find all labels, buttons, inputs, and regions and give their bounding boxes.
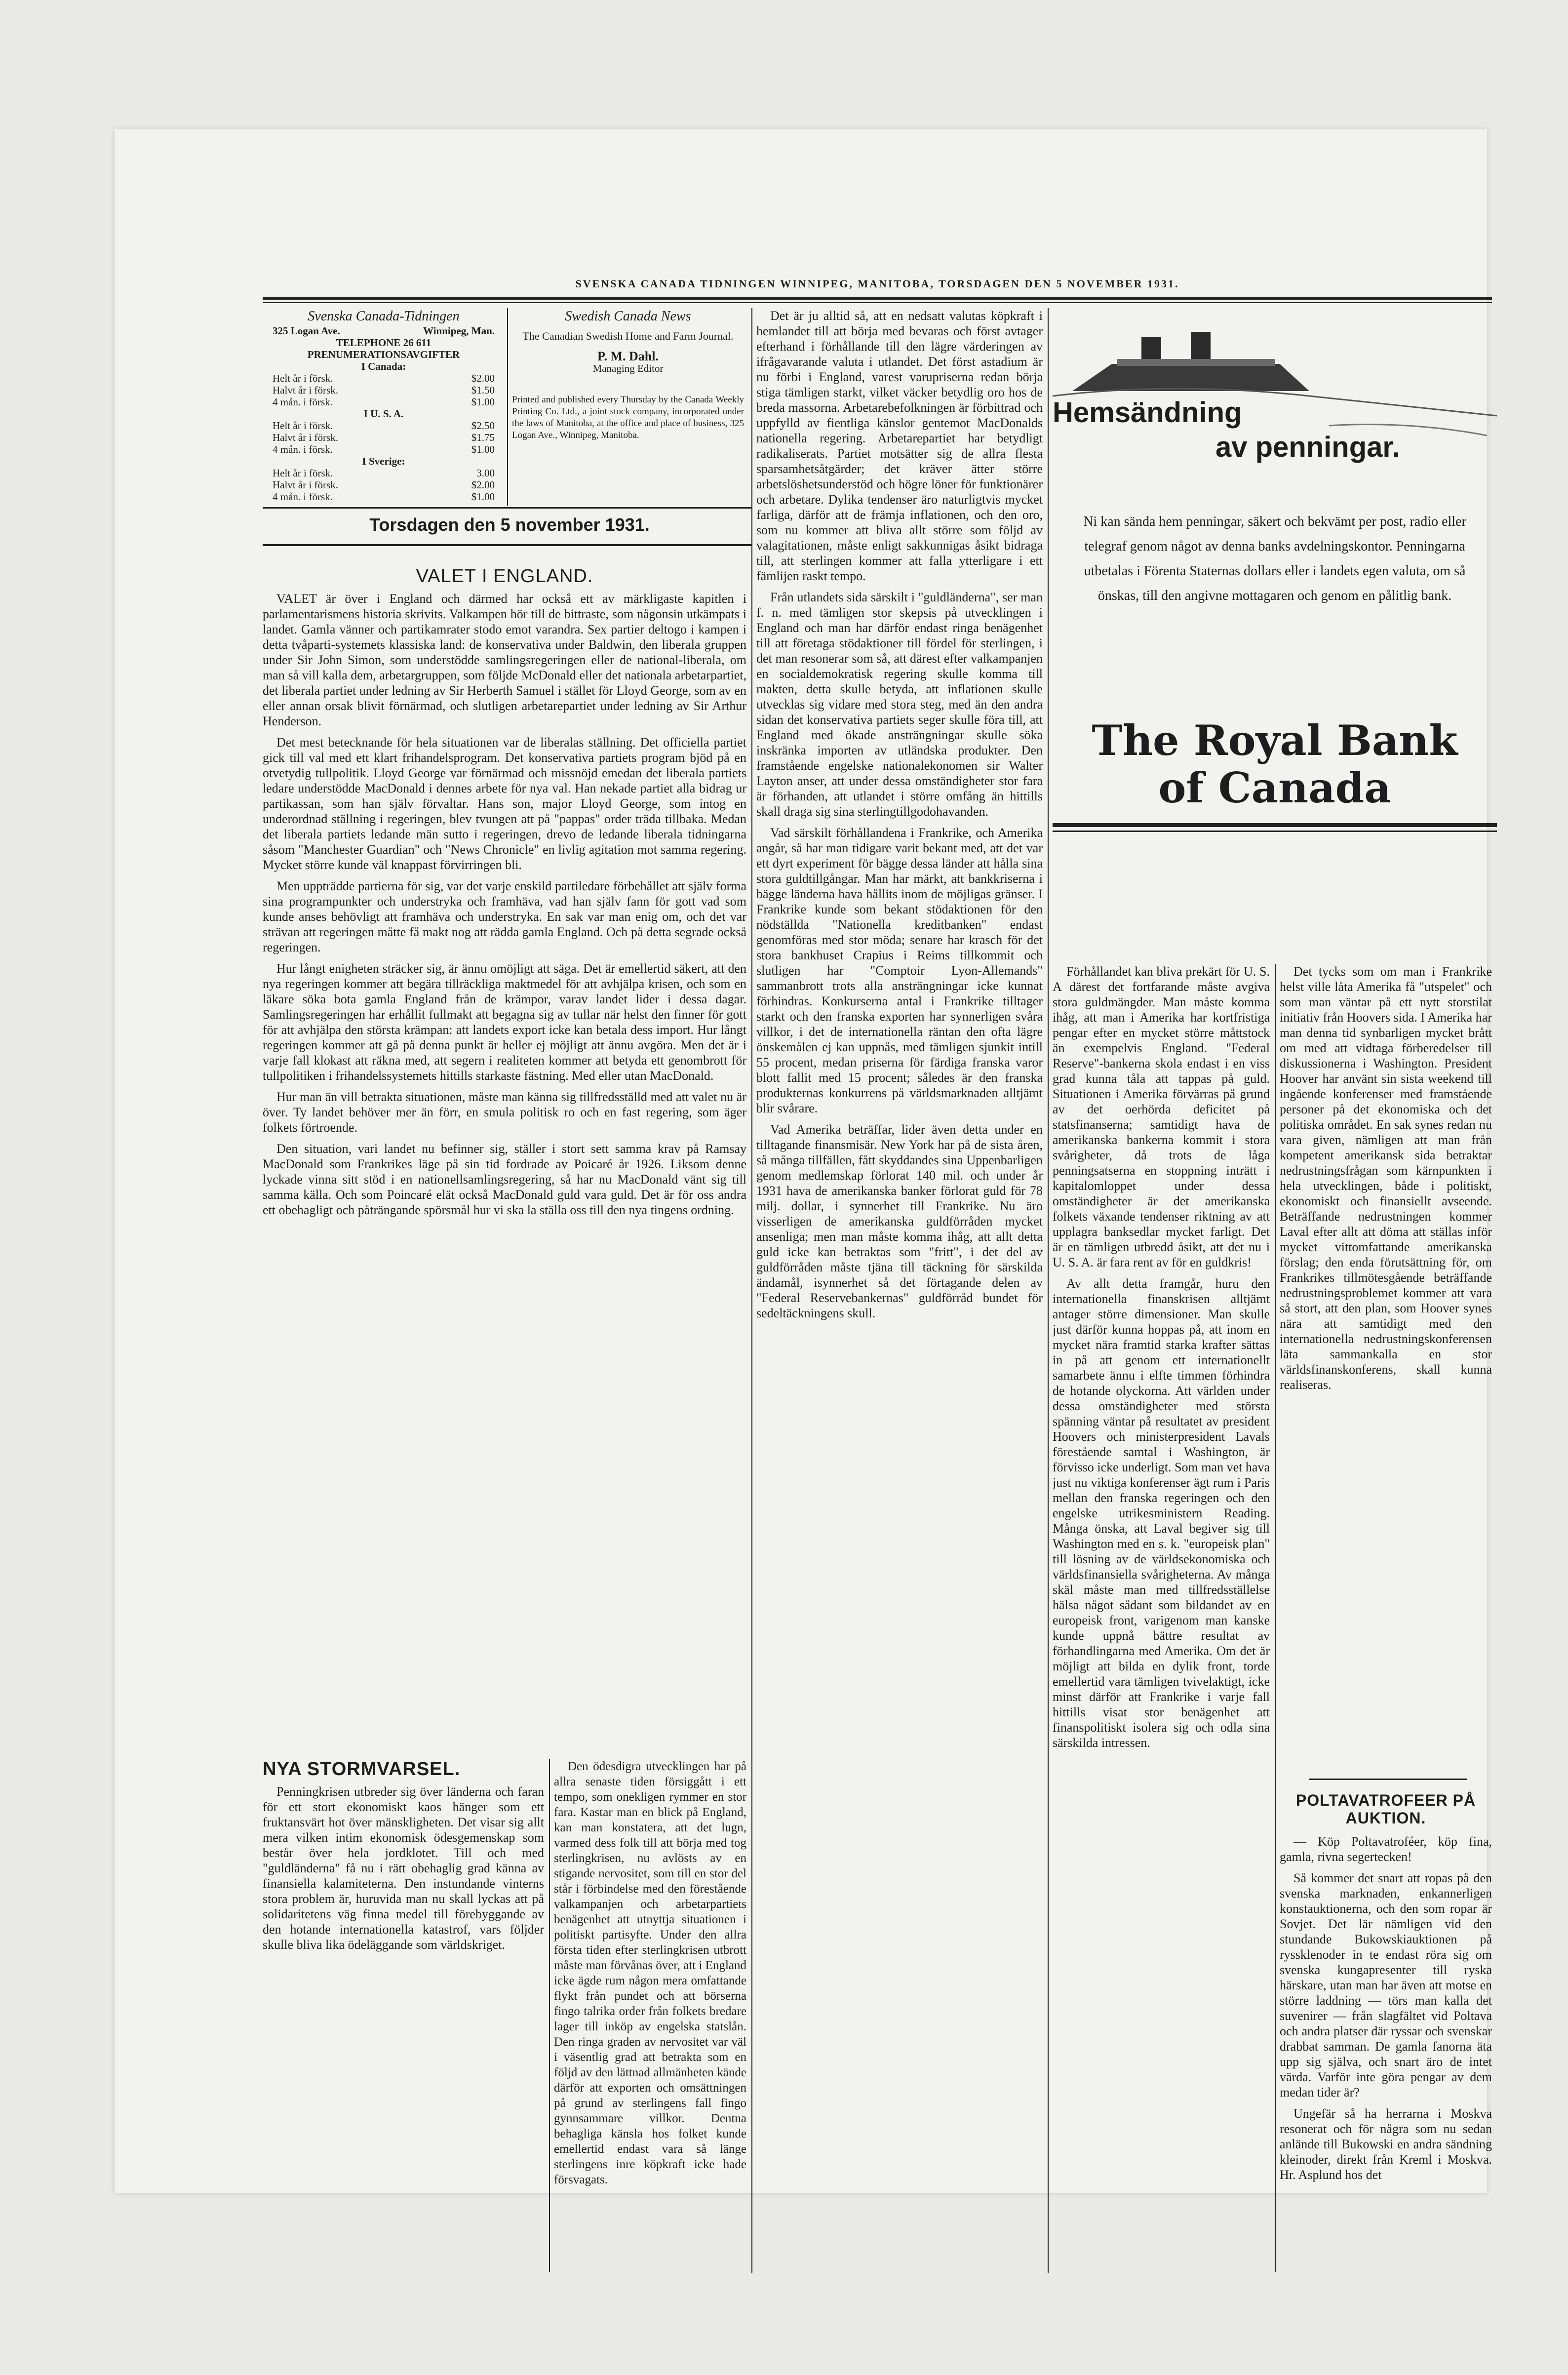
rate-row	[263, 396, 505, 408]
rate-price: $2.50	[471, 420, 495, 432]
paragraph: Penningkrisen utbreder sig över länderna och faran för ett stort ekonomiskt kaos hänger som ett fruktansvärt hot över mänskligheten. Det visar sig allt mera vilken intim ekonomisk ödesgemenskap som består över hela jordklotet. Till och med "guldländerna" få nu i rätt obehaglig grad känna av finansiella kalamiteterna. Den instundande vinterns stora problem är, huruvida man nu skall lyckas att på solidaritetens väg finna medel till förebyggande av den hotande internationella katastrof, vars följder skulle bliva lika ödeläggande som världskriget.	[263, 1784, 544, 1952]
masthead-swedish	[263, 308, 505, 503]
rate-row	[263, 467, 505, 479]
article-valet	[263, 554, 746, 1704]
masthead-rule	[263, 507, 751, 509]
rate-row	[263, 479, 505, 491]
rate-row	[263, 384, 505, 396]
rate-term: 4 mån. i försk.	[273, 396, 333, 408]
paragraph: Av allt detta framgår, huru den internationella finanskrisen alltjämt antager större dimensioner. Man skulle just därför kunna hoppas på, att inom en mycket nära framtid starka krafter sättas in på att genom ett internationellt samarbete ännu i elfte timmen förhindra de hotande olyckorna. Att världen under dessa omständigheter med största spänning väntar på resultatet av president Hoovers och ministerpresident Lavals förestående samtal i Washington, är förvisso icke underligt. Som man vet hava just nu viktiga konferenser ägt rum i Paris mellan den franska regeringen och den engelske utrikesministern Reading. Många önska, att Laval begiver sig till Washington med en s. k. "europeisk plan" till lösning av de världsekonomiska och världsfinansiella svårigheterna. Av många skäl måste man med tillfredsställelse hälsa något sådant som bildandet av en europeisk front, varigenom man kanske kunde uppnå bättre resultat av förhandlingarna med Amerika. Om det är möjligt att bilda en dylik front, torde emellertid vara tämligen tvivelaktigt, icke minst därför att Frankrike i varje fall hittills visat stor benägenhet att finanspolitiskt isolera sig och odla sina särskilda intressen.	[1053, 1276, 1270, 1750]
top-rule-thin	[263, 302, 1492, 303]
paragraph: Hur man än vill betrakta situationen, måste man känna sig tillfredsställd med att valet nu är över. Ty landet behöver mer än förr, en smula politisk ro och en fast regering, som äger folkets förtroende.	[263, 1090, 746, 1135]
rate-region: I Canada:	[361, 360, 406, 372]
ad-rule-thick	[1053, 823, 1497, 827]
paragraph: Men uppträdde partierna för sig, var det varje enskild partiledare förbehållet att själv forma sina programpunkter och understryka och framhäva, vad han själv fann för gott vad som kunde anses behövligt att framhäva och understryka. En sak var man enig om, och det var strävan att regeringen måtte få makt nog att rädda gamla England. Och på detta segrade också regeringen.	[263, 879, 746, 954]
rate-term: Halvt år i försk.	[273, 384, 338, 396]
rate-row	[263, 372, 505, 384]
masthead-city: Winnipeg, Man.	[423, 325, 495, 337]
polt-body	[1280, 1834, 1492, 2182]
paragraph: Från utlandets sida särskilt i "guldländerna", ser man f. n. med tämligen stor skepsis på utvecklingen i England och man har därför endast ringa benägenhet till att företaga stödaktioner till fördel för sterlingen, i det man resonerar som så, att därest efter valkampanjen en socialdemokratisk regering skulle komma till makten, detta skulle betyda, att inflationen skulle utvecklas sig vidare med stora steg, med än den andra sidan det konservativa partiets seger skulle föra till, att England med ökade ansträngningar skulle söka inskränka importen av utländska produkter. Den framstående engelske nationalekonomen sir Walter Layton anser, att under dessa omständigheter stor fara är förhanden, att utlandet i större omfång än hittills skall draga sig sina sterlingtillgodohavanden.	[756, 590, 1043, 819]
masthead-sv-title: Svenska Canada-Tidningen	[308, 309, 460, 324]
rate-price: 3.00	[476, 467, 495, 479]
royal-bank-ad	[1053, 317, 1497, 954]
rate-row	[263, 443, 505, 455]
rate-region: I U. S. A.	[363, 408, 404, 420]
top-rule	[263, 297, 1492, 300]
masthead-phone: TELEPHONE 26 611	[336, 337, 431, 349]
rate-price: $1.75	[471, 432, 495, 443]
rate-term: Halvt år i försk.	[273, 432, 338, 443]
paragraph: Hur långt enigheten sträcker sig, är ännu omöjligt att säga. Det är emellertid säkert, att den nya regeringen kommer att begära tillräckliga maktmedel för att avhjälpa krisen, och som en läkare söka bota gamla England från de krämpor, varav landet lider i dessa dagar. Samlingsregeringen har erhållit fullmakt att begagna sig av tullar när helst den finner för gott för att avhjälpa den största krämpan: att landets export icke kan betala dess import. Hur långt regeringen kommer att gå på denna punkt är heller ej möjligt att ännu avgöra. Men det är i varje fall klokast att räkna med, att segern i realiteten kommer att betyda ett genombrott för tullpolitiken i frihandelssystemets hittills starkaste fästning. Med eller utan MacDonald.	[263, 961, 746, 1083]
masthead-printed-note: Printed and published every Thursday by the Canada Weekly Printing Co. Ltd., a joint stock company, incorporated under the laws of Manitoba, at the office and place of business, 325 Logan Ave., Winnipeg, Manitoba.	[512, 395, 744, 440]
paragraph: Vad Amerika beträffar, lider även detta under en tilltagande finansmisär. New York har på de sista åren, så många tillfällen, fått skyddandes sina Uppenbarligen genom medlemskap förlorat 140 mil. och under år 1931 hava de amerikanska banker förlorat guld för 78 milj. dollar, i synnerhet till Frankrike. Nu äro visserligen de amerikanska guldförråden mycket ansenliga; men man måste komma ihåg, att allt detta guld icke kan betraktas som "fritt", i det del av guldförråden måste tjäna till täckning för särskilda ändamål, isynnerhet så det förtagande delen av "Federal Reservebankernas" guldförråd bundet för sedeltäckningens skull.	[756, 1122, 1043, 1320]
storm-title: NYA STORMVARSEL.	[263, 1759, 461, 1780]
right-body	[1053, 964, 1270, 1750]
rate-row	[263, 432, 505, 443]
valet-title: VALET I ENGLAND.	[416, 566, 593, 587]
ad-title-1: Hemsändning	[1053, 396, 1242, 429]
valet-body	[263, 591, 746, 1218]
paragraph: — Köp Poltavatroféer, köp fina, gamla, rivna segertecken!	[1280, 1834, 1492, 1864]
article-storm	[263, 1759, 544, 2272]
rate-price: $1.00	[471, 396, 495, 408]
column-rule-1	[751, 308, 752, 2273]
rate-row	[263, 491, 505, 503]
bank-name-1: The Royal Bank	[1092, 716, 1458, 765]
ad-title-2: av penningar.	[1215, 431, 1400, 463]
rate-price: $2.00	[471, 372, 495, 384]
storm-continued-body	[554, 1759, 746, 2187]
masthead-editor: P. M. Dahl.	[597, 349, 659, 363]
masthead-english	[512, 308, 744, 441]
paragraph: Ungefär så ha herrarna i Moskva resonerat och för några som nu sedan anlände till Bukowski en andra sändning kleinoder, direkt från Kreml i Moskva. Hr. Asplund hos det	[1280, 2106, 1492, 2182]
masthead-en-title: Swedish Canada News	[565, 309, 691, 324]
bank-name-2: of Canada	[1158, 763, 1391, 812]
polt-rule	[1309, 1779, 1467, 1780]
subscription-rates	[263, 360, 505, 503]
rate-term: Helt år i försk.	[273, 467, 333, 479]
masthead-en-sub: The Canadian Swedish Home and Farm Journal.	[522, 330, 734, 342]
article-poltava	[1280, 1788, 1492, 2272]
masthead-rates-title: PRENUMERATIONSAVGIFTER	[307, 349, 460, 360]
issue-date: Torsdagen den 5 november 1931.	[369, 515, 650, 535]
column-rule-3	[1275, 964, 1276, 2272]
rate-row	[263, 420, 505, 432]
rate-price: $1.50	[471, 384, 495, 396]
article-right-2	[1280, 964, 1492, 1774]
rate-price: $2.00	[471, 479, 495, 491]
rate-price: $1.00	[471, 443, 495, 455]
paragraph: VALET är över i England och därmed har också ett av märkligaste kapitlen i parlamentarismens historia skrivits. Valkampen hör till de bittraste, som någonsin utkämpats i landet. Gamla vänner och partikamrater stodo emot varandra. Sex partier deltogo i kampen i detta tvåparti-systemets klassiska land: de konservativa under Baldwin, den liberala gruppen under Sir John Simon, som understödde samlingsregeringen eller de national-liberala, om man så vill kalla dem, arbetargruppen, som följde McDonald eller det nationala arbetarpartiet, det liberala partiet under ledning av Sir Herberth Samuel i stället för Lloyd George, som av en eller annan orsak blivit förnärmad, och slutligen arbetarepartiet under ledning av Sir Arthur Henderson.	[263, 592, 746, 728]
running-head: SVENSKA CANADA TIDNINGEN WINNIPEG, MANITOBA, TORSDAGEN DEN 5 NOVEMBER 1931.	[575, 277, 1179, 290]
paragraph: Så kommer det snart att ropas på den svenska marknaden, enkannerligen konstauktionerna, och den som ropar är Sovjet. Det lär nämligen vid den stundande Bukowskiauktionen på ryssklenoder in te endast röra sig om svenska kungapresenter till ryska härskare, utan man har även att motse en större laddning — törs man kalla det suvenirer — från slagfältet vid Poltava och andra platser där ryssar och svenskar drabbat samman. De gamla fanorna äta upp sig själva, och snart äro de intet värda. Varför inte göra pengar av dem medan tider är?	[1280, 1871, 1492, 2099]
storm-divider	[549, 1759, 550, 2272]
rate-term: 4 mån. i försk.	[273, 443, 333, 455]
paragraph: Det tycks som om man i Frankrike helst ville låta Amerika få "utspelet" och som man väntar på ett nytt storstilat initiativ från Hoovers sida. I Amerika har man denna tid synbarligen mycket brått om med att vidtaga förberedelser till diskussionerna i Washington. President Hoover har använt sin sista weekend till ingående konferenser med framstående personer på det ekonomiska och det politiska området. En sak synes redan nu vara given, nämligen att man från kompetent amerikansk sida betraktar nedrustningsfrågan som kärnpunkten i hela utvecklingen, både i politiskt, ekonomiskt och finansiellt avseende. Beträffande nedrustningen kommer Laval efter allt att döma att ställas inför mycket vittomfattande amerikanska förslag; den enda förutsättning för, om Frankrikes tillmötesgående beträffande nedrustningsproblemet kommer att vara så stort, att den plan, som Hoover synes nära att samtidigt med den internationella nedrustningskonferensen läta sammankalla en stor världsfinanskonferens, skall kunna realiseras.	[1280, 964, 1492, 1392]
rate-price: $1.00	[471, 491, 495, 503]
rate-term: Halvt år i försk.	[273, 479, 338, 491]
right2-body	[1280, 964, 1492, 1392]
paragraph: Det är ju alltid så, att en nedsatt valutas köpkraft i hemlandet till att börja med bevaras och först avtager efterhand i förhållande till den lägre värderingen av ifrågavarande valuta i utlandet. Det först astadium är nu förbi i England, varest varupriserna redan börja stiga tämligen starkt, vilket väcker betydlig oro hos de breda massorna. Arbetarebefolkningen är förbittrad och uppfylld av fientliga känslor gentemot MacDonalds nationella regering. Arbetarepartiet har betydligt radikaliserats. Partiet motsätter sig de allra flesta sparsamhetsåtgärder; det kräver ätter större arbetslöshetsunderstöd och högre löner för funktionärer och arbetare. Dylika tendenser äro naturligtvis mycket farliga, därför att de främja inflationen, och den oro, som nu kommer att bliva allt större som följd av valagitationen, måste enligt sakkunnigas åsikt bidraga till, att sterlingen kommer att falla ytterligare i ett fämlijen raskt tempo.	[756, 309, 1043, 583]
paragraph: Den ödesdigra utvecklingen har på allra senaste tiden försiggått i ett tempo, som onekligen rymmer en stor fara. Kastar man en blick på England, kan man konstatera, att det lugn, varmed dess folk till att börja med tog sterlingkrisen, nu avlösts av en stigande nervositet, som till en stor del står i förbindelse med den förestående valkampanjen och arbetarpartiets benägenhet att utnyttja situationen i politiskt partisyfte. Under den allra första tiden efter sterlingkrisen utbrott måste man förvånas över, att i England icke ägde rum någon mera omfattande flykt från pundet och att börserna fingo talrika order från folkets bredare lager till inköp av engelska statslån. Den ringa graden av nervositet var väl i väsentlig grad att betrakta som en följd av den lättnad allmänheten kände därför att exporten och omsättningen på grund av sterlingens fall fingo gynnsammare villkor. Dentna behagliga känsla hos folket kunde emellertid endast vara så länge sterlingens inre köpkraft icke hade försvagats.	[554, 1760, 746, 2186]
rate-term: 4 mån. i försk.	[273, 491, 333, 503]
article-right-1	[1053, 964, 1270, 2272]
masthead-editor-role: Managing Editor	[592, 362, 664, 374]
ad-rule-thin	[1053, 831, 1497, 832]
paragraph: Den situation, vari landet nu befinner sig, ställer i stort sett samma krav på Ramsay MacDonald som Frankrikes läge på sin tid fordrade av Poicaré år 1926. Liksom denne lyckade vinna sitt stöd i en nationellsamlingsregering, så har nu MacDonald vänt sig till samma källa. Och som Poincaré elät också MacDonald guld vara guld. Det är för oss andra ett obehagligt och påträngande spörsmål hur vi ska la ställa oss till den nya tingens ordning.	[263, 1142, 746, 1217]
article-middle	[756, 308, 1043, 2273]
newspaper-page	[263, 277, 1497, 2292]
rate-term: Helt år i försk.	[273, 420, 333, 432]
column-rule-2	[1048, 308, 1049, 2273]
middle-body	[756, 308, 1043, 1321]
masthead-divider	[507, 308, 508, 506]
polt-title: POLTAVATROFEER PÅ AUKTION.	[1295, 1791, 1476, 1827]
rate-region: I Sverige:	[362, 455, 405, 467]
storm-body	[263, 1784, 544, 1952]
scanned-sheet	[115, 129, 1492, 2193]
masthead-address: 325 Logan Ave.	[273, 325, 340, 337]
storm-continued	[554, 1759, 746, 2272]
paragraph: Vad särskilt förhållandena i Frankrike, och Amerika angår, så har man tidigare varit bekant med, att det var ett dyrt experiment för bägge dessa länder att hålla sina stora guldtillgångar. Man har märkt, att bankkriserna i bägge länderna hava hållits inom de möjligas gränser. I Frankrike kunde som bekant stödaktionen för den nödställda "Nationella kreditbanken" endast genomföras med stor möda; senare har krasch för det stora bankhuset Crapius i Reims tillkommit och slutligen har "Comptoir Lyon-Allemands" sammanbrott trots alla ansträngningar icke kunnat förhindras. Konkurserna antal i Frankrike tilltager starkt och den franska exporten har synnerligen svåra villkor, i det de internationella räntan den ofta lägre önskemålen ej kan uppnås, med tämligen sjunkit intill 55 procent, medan priserna för färdiga franska varor blott fallit med 15 procent; således är den franska produkternas konkurrens på världsmarknaden alltjämt blir svårare.	[756, 826, 1043, 1115]
date-rule	[263, 544, 751, 546]
paragraph: Förhållandet kan bliva prekärt för U. S. A därest det fortfarande måste avgiva stora guldmängder. Man måste komma ihåg, att man i Amerika har kortfristiga pengar efter en mycket större måttstock än exempelvis England. "Federal Reserve"-bankerna skola endast i en viss grad kunna tåla att tappas på guld. Situationen i Amerika förvärras på grund av det oerhörda deficitet på statsfinanserna; samtidigt hava de amerikanska bankerna kommit i stora svårigheter, då trots de låga penningsatserna en stoppning inträtt i kapitalomloppet under dessa omständigheter är det amerikanska folkets växande tendenser riktning av att upplagra banksedlar mycket farligt. Det är en tämligen utbredd åsikt, att det nu i U. S. A. är fara rent av för en guldkris!	[1053, 964, 1270, 1269]
paragraph: Det mest betecknande för hela situationen var de liberalas ställning. Det officiella partiet gick till val med ett klart frihandelsprogram. Det konservativa partiets program bjöd på en otvetydig tullpolitik. Lloyd George var förnärmad och missnöjd emedan det liberala partiets ledare understödde MacDonald i dennes arbete för nya val. Han nekade partiet alla bidrag ur partikassan, som han själv förvaltar. Hans son, major Lloyd George, som intog en underordnad ställning i regeringen, blev tvungen att på "pappas" order träda tillbaka. Medan det liberala partiets ledande män sutto i regeringen, drevo de ledande liberala tidningarna såsom "Manchester Guardian" och "News Chronicle" en livlig agitation mot samma regering. Mycket större kunde väl knappast förvirringen bli.	[263, 735, 746, 872]
rate-term: Helt år i försk.	[273, 372, 333, 384]
ad-body: Ni kan sända hem penningar, säkert och bekvämt per post, radio eller telegraf genom något av denna banks avdelningskontor. Penningarna utbetalas i Förenta Staternas dollars eller i landets egen valuta, om så önskas, till den angivne mottagaren och genom en pålitlig bank.	[1083, 514, 1466, 603]
